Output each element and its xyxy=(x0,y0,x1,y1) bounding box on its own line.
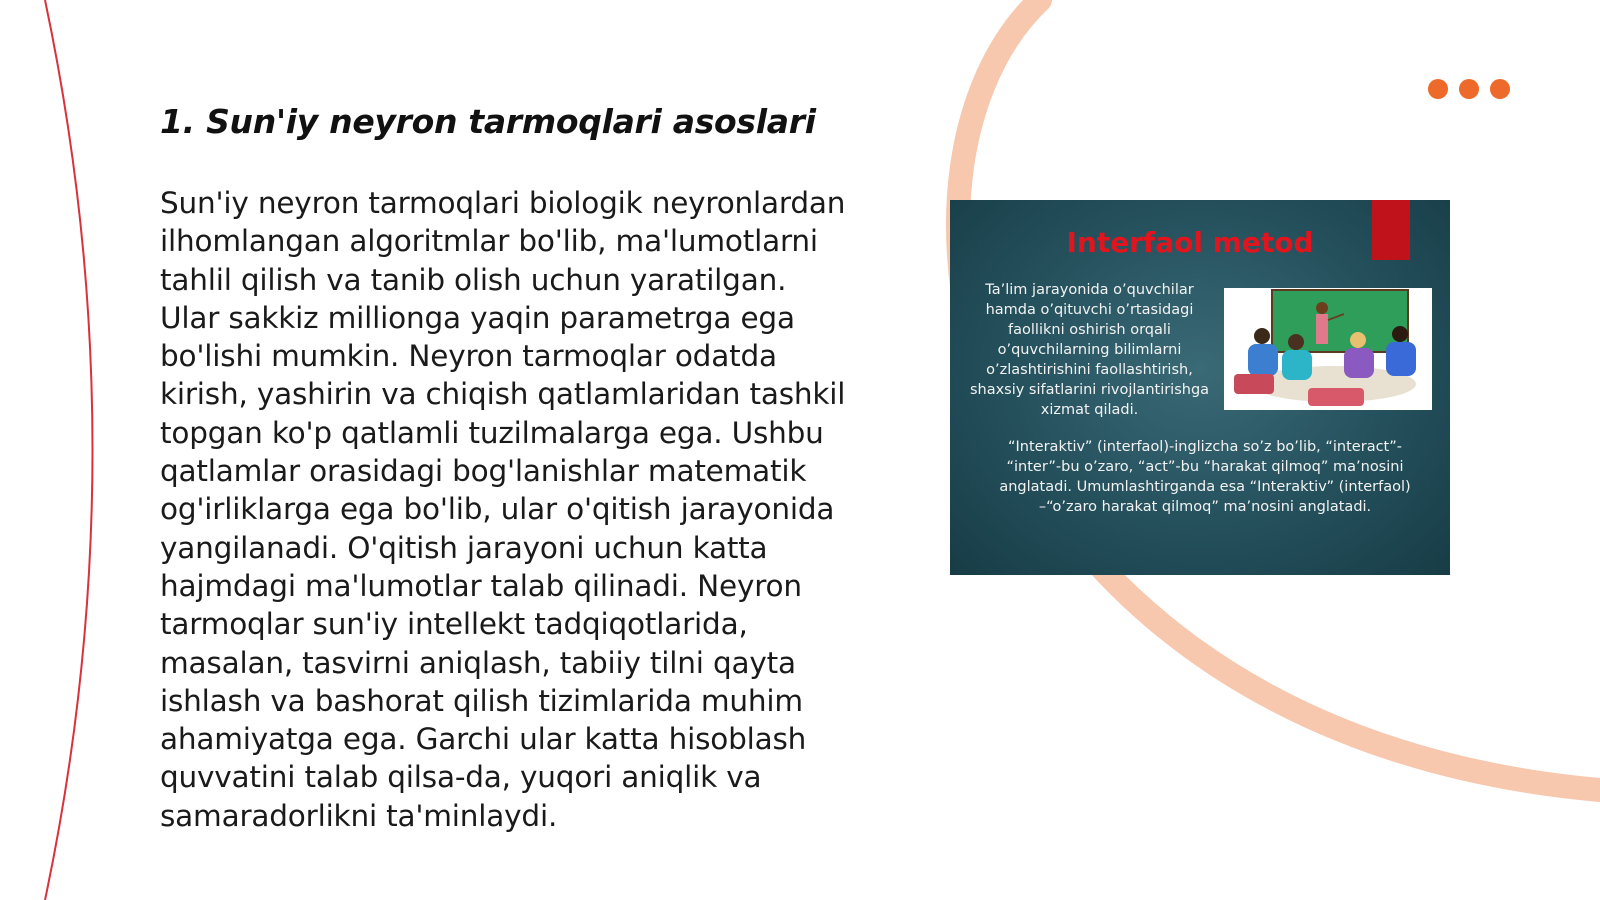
embedded-slide-image xyxy=(950,200,1450,575)
slide-title: 1. Sun'iy neyron tarmoqlari asoslari xyxy=(160,102,816,141)
dot-icon xyxy=(1459,79,1479,99)
embedded-heading: Interfaol metod xyxy=(1066,226,1314,259)
left-curved-line xyxy=(45,0,93,900)
decorative-dots xyxy=(1428,79,1510,99)
dot-icon xyxy=(1428,79,1448,99)
embedded-paragraph-1: Ta’lim jarayonida o’quvchilar hamda o’qituvchi o’rtasidagi faollikni oshirish orqali o’quvchilarning bilimlarni o’zlashtirishini faollashtirish, shaxsiy sifatlarini rivojlantirishga xizmat qiladi. xyxy=(969,282,1210,418)
slide-body-text: Sun'iy neyron tarmoqlari biologik neyronlardan ilhomlangan algoritmlar bo'lib, ma'lumotlarni tahlil qilish va tanib olish uchun yaratilgan. Ular sakkiz millionga yaqin parametrga ega bo'lishi mumkin. Neyron tarmoqlar odatda kirish, yashirin va chiqish qatlamlaridan tashkil topgan ko'p qatlamli tuzilmalarga ega. Ushbu qatlamlar orasidagi bog'lanishlar matematik og'irliklarga ega bo'lib, ular o'qitish jarayonida yangilanadi. O'qitish jarayoni uchun katta hajmdagi ma'lumotlar talab qilinadi. Neyron tarmoqlar sun'iy intellekt tadqiqotlarida, masalan, tasvirni aniqlash, tabiiy tilni qayta ishlash va bashorat qilish tizimlarida muhim ahamiyatga ega. Garchi ular katta hisoblash quvvatini talab qilsa-da, yuqori aniqlik va samaradorlikni ta'minlaydi. xyxy=(160,186,846,833)
classroom-illustration xyxy=(1224,288,1432,410)
dot-icon xyxy=(1490,79,1510,99)
embedded-paragraph-2: “Interaktiv” (interfaol)-inglizcha so’z bo’lib, “interact”- “inter”-bu o’zaro, “act”-bu “harakat qilmoq” ma’nosini anglatadi. Umumlashtirganda esa “Interaktiv” (interfaol) –“o’zaro harakat qilmoq” ma’nosini anglatadi. xyxy=(999,439,1411,515)
